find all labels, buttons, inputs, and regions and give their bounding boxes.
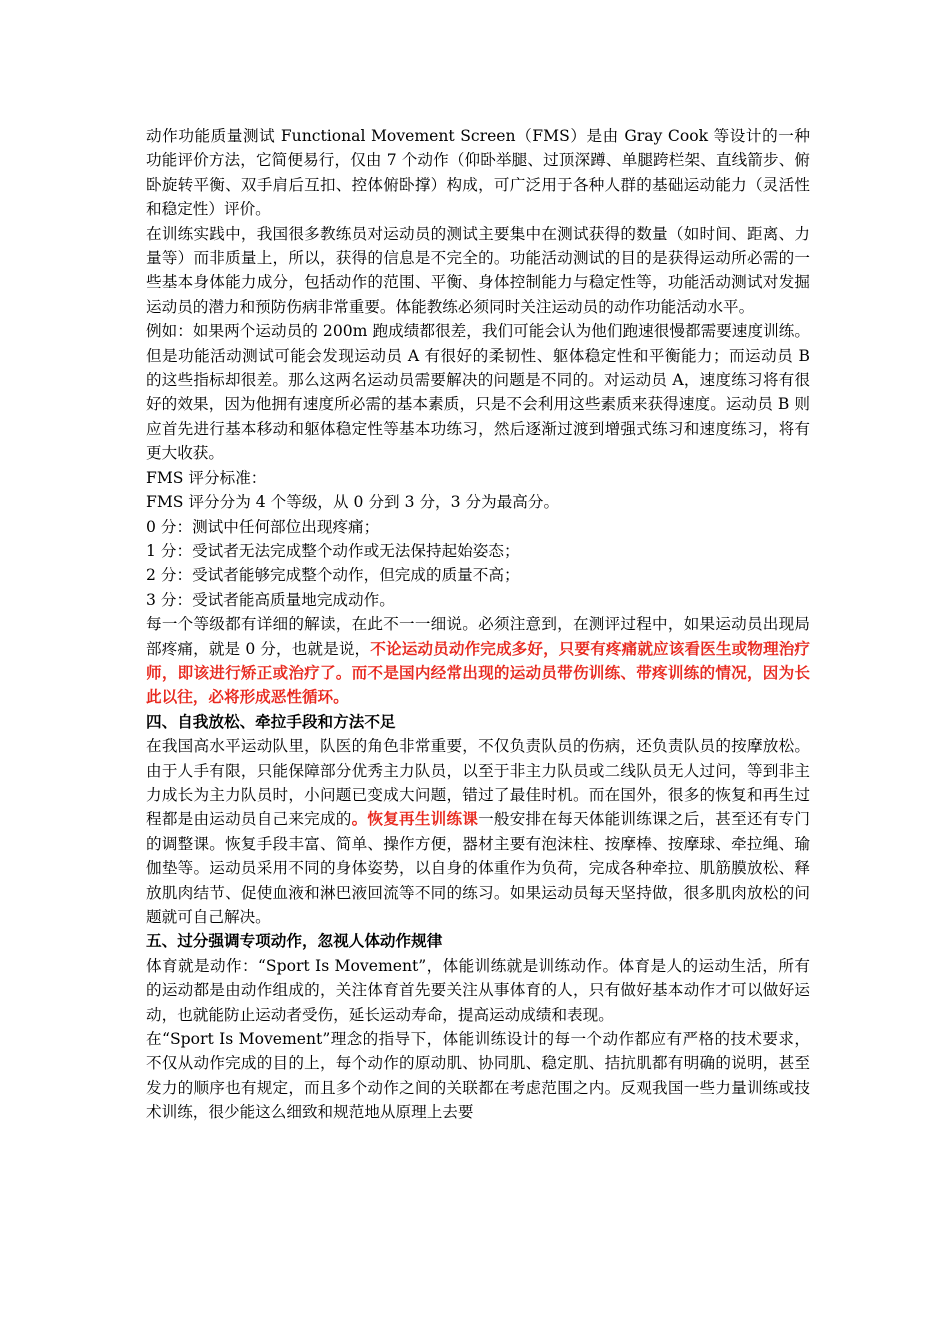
pain-note-text: 每一个等级都有详细的解读，在此不一一细说。必须注意到，在测评过程中，如果运动员出现局部疼痛，就是 0 分，也就是说， xyxy=(146,615,810,658)
paragraph-sport-is-movement: 体育就是动作：“Sport Is Movement”，体能训练就是训练动作。体育是人的运动生活，所有的运动都是由动作组成的，关注体育首先要关注从事体育的人，只有做好基本动作才可以做好运动，也就能防止运动者受伤，延长运动寿命，提高运动成绩和表现。 xyxy=(146,956,810,1024)
section-heading-4: 四、自我放松、牵拉手段和方法不足 xyxy=(146,711,396,731)
paragraph-pain-note xyxy=(146,612,810,710)
paragraph-recovery xyxy=(146,734,810,929)
paragraph-training-practice: 在训练实践中，我国很多教练员对运动员的测试主要集中在测试获得的数量（如时间、距离、力量等）而非质量上，所以，获得的信息是不完全的。功能活动测试的目的是获得运动所必需的一些基本身体能力成分，包括动作的范围、平衡、身体控制能力与稳定性等，功能活动测试对发掘运动员的潜力和预防伤病非常重要。体能教练必须同时关注运动员的动作功能活动水平。 xyxy=(146,224,810,316)
paragraph-fms-levels: FMS 评分分为 4 个等级，从 0 分到 3 分，3 分为最高分。 xyxy=(146,493,560,512)
recovery-text-a: 在我国高水平运动队里，队医的角色非常重要，不仅负责队员的伤病，还负责队员的按摩放松。由于人手有限，只能保障部分优秀主力队员，以至于非主力队员或二线队员无人过问，等到非主力成长为主力队员时，小问题已变成大问题，错过了最佳时机。而在国外，很多的恢复和再生过程都是由运动员自己来完成的 xyxy=(146,737,810,829)
pain-note-emphasis: 不论运动员动作完成多好，只要有疼痛就应该看医生或物理治疗师，即该进行矫正或治疗了。而不是国内经常出现的运动员带伤训练、带疼训练的情况，因为长此以往，必将形成恶性循环。 xyxy=(146,638,810,707)
paragraph-example: 例如：如果两个运动员的 200m 跑成绩都很差，我们可能会认为他们跑速很慢都需要速度训练。但是功能活动测试可能会发现运动员 A 有很好的柔韧性、躯体稳定性和平衡能力；而运动员 B 的这些指标却很差。那么这两名运动员需要解决的问题是不同的。对运动员 A，速度练习将有很好的效果，因为他拥有速度所必需的基本素质，只是不会利用这些素质来获得速度。运动员 B 则应首先进行基本移动和躯体稳定性等基本功练习，然后逐渐过渡到增强式练习和速度练习，将有更大收获。 xyxy=(146,322,811,463)
recovery-text-c: 一般安排在每天体能训练课之后，甚至还有专门的调整课。恢复手段丰富、简单、操作方便，器材主要有泡沫柱、按摩棒、按摩球、牵拉绳、瑜伽垫等。运动员采用不同的身体姿势，以自身的体重作为负荷，完成各种牵拉、肌筋膜放松、释放肌肉结节、促使血液和淋巴液回流等不同的练习。如果运动员每天坚持做，很多肌肉放松的问题就可自己解决。 xyxy=(146,810,810,926)
paragraph-score-0: 0 分：测试中任何部位出现疼痛； xyxy=(146,517,380,536)
paragraph-score-1: 1 分：受试者无法完成整个动作或无法保持起始姿态； xyxy=(146,541,520,560)
paragraph-score-2: 2 分：受试者能够完成整个动作，但完成的质量不高； xyxy=(146,566,520,585)
paragraph-fms-criteria-title: FMS 评分标准： xyxy=(146,468,267,487)
paragraph-movement-requirements: 在“Sport Is Movement”理念的指导下，体能训练设计的每一个动作都应有严格的技术要求，不仅从动作完成的目的上，每个动作的原动肌、协同肌、稳定肌、拮抗肌都有明确的说明，甚至发力的顺序也有规定，而且多个动作之间的关联都在考虑范围之内。反观我国一些力量训练或技术训练，很少能这么细致和规范地从原理上去要 xyxy=(146,1030,810,1122)
paragraph-score-3: 3 分：受试者能高质量地完成动作。 xyxy=(146,590,395,609)
section-heading-5: 五、过分强调专项动作，忽视人体动作规律 xyxy=(146,931,443,951)
recovery-emphasis: 。恢复再生训练课 xyxy=(351,809,479,829)
paragraph-fms-intro: 动作功能质量测试 Functional Movement Screen（FMS）是由 Gray Cook 等设计的一种功能评价方法，它简便易行，仅由 7 个动作（仰卧举腿、过顶深蹲、单腿跨栏架、直线箭步、俯卧旋转平衡、双手肩后互扣、控体俯卧撑）构成，可广泛用于各种人群的基础运动能力（灵活性和稳定性）评价。 xyxy=(146,127,810,219)
